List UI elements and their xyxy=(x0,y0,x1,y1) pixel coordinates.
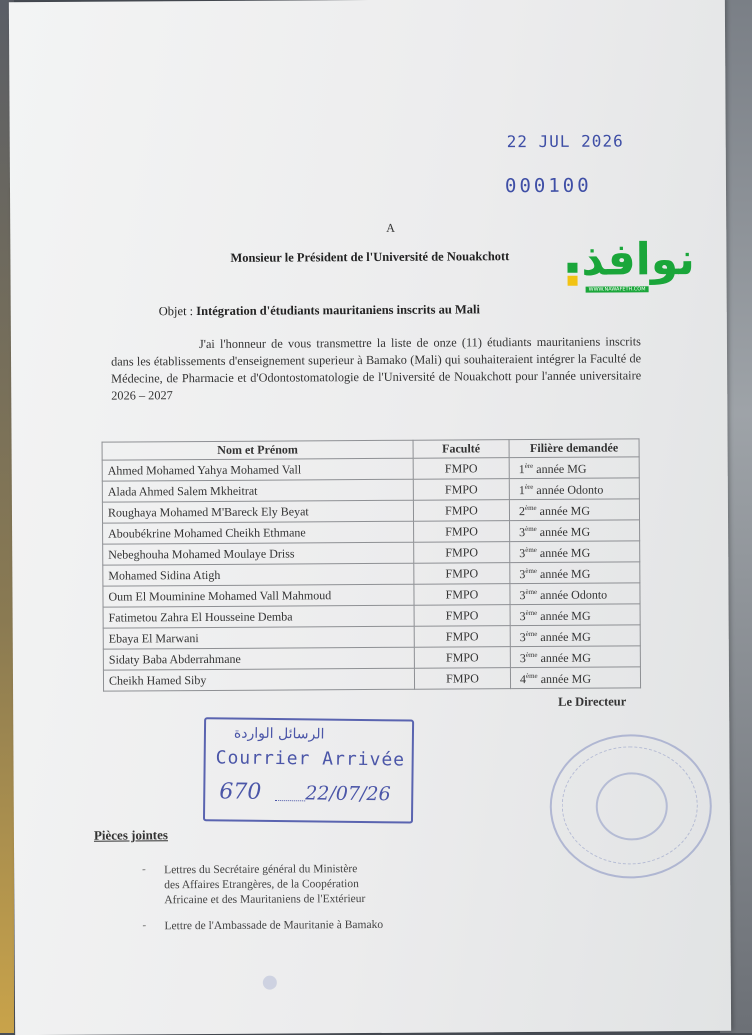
program-year: 1 xyxy=(518,462,525,477)
student-program xyxy=(510,520,640,542)
program-name: année MG xyxy=(540,650,591,665)
program-year: 3 xyxy=(519,546,526,561)
student-name: Fatimetou Zahra El Housseine Demba xyxy=(103,605,414,628)
program-year-suffix: ème xyxy=(525,524,537,534)
program-year-suffix: ème xyxy=(525,566,538,576)
table-row xyxy=(103,541,640,565)
program-year-suffix: ère xyxy=(524,462,534,471)
student-program xyxy=(509,457,639,479)
program-year: 3 xyxy=(519,525,526,540)
table-row xyxy=(103,604,640,628)
logo-subtext: WWW.NAWAFETH.COM xyxy=(586,286,649,292)
student-faculty: FMPO xyxy=(414,542,510,564)
student-name: Ahmed Mohamed Yahya Mohamed Vall xyxy=(102,458,413,481)
student-name: Cheikh Hamed Siby xyxy=(103,668,414,691)
subject-line xyxy=(159,302,480,319)
table-row xyxy=(103,520,640,544)
salutation: A xyxy=(386,220,395,235)
attachment-bullet: - xyxy=(142,863,146,876)
student-name: Nebeghouha Mohamed Moulaye Driss xyxy=(103,542,414,565)
table-row xyxy=(103,667,640,691)
date-stamp: 22 JUL 2026 xyxy=(506,131,624,152)
student-faculty: FMPO xyxy=(414,626,510,648)
stamp-arabic-text: الرسائل الواردة xyxy=(233,725,325,743)
program-name: année MG xyxy=(540,671,592,686)
student-faculty: FMPO xyxy=(414,605,510,627)
logo-square-icon xyxy=(568,276,578,286)
student-faculty: FMPO xyxy=(414,521,510,543)
table-row xyxy=(103,583,640,607)
header-program: Filière demandée xyxy=(509,439,639,458)
program-name: année MG xyxy=(536,461,587,476)
student-faculty: FMPO xyxy=(414,647,510,669)
table-row xyxy=(103,646,640,670)
student-program xyxy=(510,604,640,626)
program-year-suffix: ème xyxy=(525,608,538,618)
student-name: Oum El Mouminine Mohamed Vall Mahmoud xyxy=(103,584,414,607)
program-name: année MG xyxy=(539,545,591,560)
student-program xyxy=(510,541,640,563)
watermark-logo xyxy=(567,234,717,305)
program-year: 4 xyxy=(519,672,527,687)
student-faculty: FMPO xyxy=(414,584,510,606)
student-program xyxy=(510,625,640,647)
table-row xyxy=(102,457,639,481)
attachment-line: Lettres du Secrétaire général du Ministère xyxy=(164,863,358,877)
student-faculty: FMPO xyxy=(414,563,510,585)
program-year-suffix: ème xyxy=(525,650,538,660)
program-name: année MG xyxy=(539,503,591,518)
logo-square-icon xyxy=(567,263,577,273)
courrier-arrivee-stamp xyxy=(203,717,414,823)
body-paragraph: J'ai l'honneur de vous transmettre la liste de onze (11) étudiants mauritaniens inscrits dans les établissements d'enseignement superieur à Bamako (Mali) qui souhaiteraient intégrer la Faculté de Médecine, de Pharmacie et d'Odontostomatologie de l'Université de Nouakchott pour l'année universitaire 2026 – 2027 xyxy=(111,334,642,403)
program-name: année MG xyxy=(540,629,591,644)
stamp-number: 670 xyxy=(219,779,262,805)
student-program xyxy=(509,499,639,521)
table-row xyxy=(103,625,640,649)
attachments-heading: Pièces jointes xyxy=(93,827,169,843)
program-year-suffix: ème xyxy=(525,671,538,681)
student-faculty: FMPO xyxy=(413,500,509,522)
student-program xyxy=(510,646,640,668)
program-year: 2 xyxy=(518,504,526,519)
student-program xyxy=(510,667,640,689)
stamp-dotted-line xyxy=(275,800,305,801)
program-year-suffix: ère xyxy=(524,483,534,492)
stamp-label: Courrier Arrivée xyxy=(215,747,406,771)
attachment-line: Lettre de l'Ambassade de Mauritanie à Bamako xyxy=(164,918,384,933)
program-name: année Odonto xyxy=(540,587,608,602)
student-faculty: FMPO xyxy=(413,458,509,480)
logo-text: نوافذ xyxy=(581,234,696,286)
program-year: 1 xyxy=(518,483,525,498)
program-year-suffix: ème xyxy=(525,545,537,555)
subject-text: Intégration d'étudiants mauritaniens inscrits au Mali xyxy=(196,302,480,319)
student-program xyxy=(510,583,640,605)
program-year: 3 xyxy=(519,588,526,603)
stamp-date: 22/07/26 xyxy=(305,782,391,806)
table-row xyxy=(102,499,639,523)
program-name: année MG xyxy=(539,524,591,539)
program-name: année Odonto xyxy=(536,482,604,497)
seal-emblem xyxy=(596,772,668,840)
table-row xyxy=(102,478,639,502)
program-name: année MG xyxy=(539,566,591,581)
student-name: Aboubékrine Mohamed Cheikh Ethmane xyxy=(103,521,414,544)
table-row xyxy=(103,562,640,586)
student-name: Ebaya El Marwani xyxy=(103,626,414,649)
program-year: 3 xyxy=(519,651,526,666)
subject-label: Objet : xyxy=(158,304,194,319)
program-year: 3 xyxy=(519,567,526,582)
student-faculty: FMPO xyxy=(414,668,510,690)
student-faculty: FMPO xyxy=(413,479,509,501)
table-body xyxy=(102,457,640,691)
header-faculty: Faculté xyxy=(413,440,509,459)
students-table xyxy=(102,438,642,691)
attachment-line: des Affaires Etrangères, de la Coopération xyxy=(164,878,359,892)
student-name: Mohamed Sidina Atigh xyxy=(103,563,414,586)
recipient: Monsieur le Président de l'Université de Nouakchott xyxy=(230,249,510,265)
program-year-suffix: ème xyxy=(524,503,537,513)
student-program xyxy=(509,478,639,500)
student-program xyxy=(510,562,640,584)
attachment-line: Africaine et des Mauritaniens de l'Extérieur xyxy=(164,893,366,907)
program-name: année MG xyxy=(540,608,591,623)
student-name: Alada Ahmed Salem Mkheitrat xyxy=(102,479,413,502)
attachment-bullet: - xyxy=(142,919,147,932)
header-name: Nom et Prénom xyxy=(102,440,413,460)
program-year-suffix: ème xyxy=(525,587,538,597)
program-year-suffix: ème xyxy=(525,629,538,639)
student-name: Sidaty Baba Abderrahmane xyxy=(103,647,414,670)
ink-smudge xyxy=(263,976,277,990)
letter-page xyxy=(9,0,731,1035)
signatory-title: Le Directeur xyxy=(558,694,627,709)
registration-number-stamp: 000100 xyxy=(504,174,592,198)
program-year: 3 xyxy=(519,609,526,624)
program-year: 3 xyxy=(519,630,526,645)
official-seal-icon xyxy=(549,734,712,879)
student-name: Roughaya Mohamed M'Bareck Ely Beyat xyxy=(102,500,413,523)
